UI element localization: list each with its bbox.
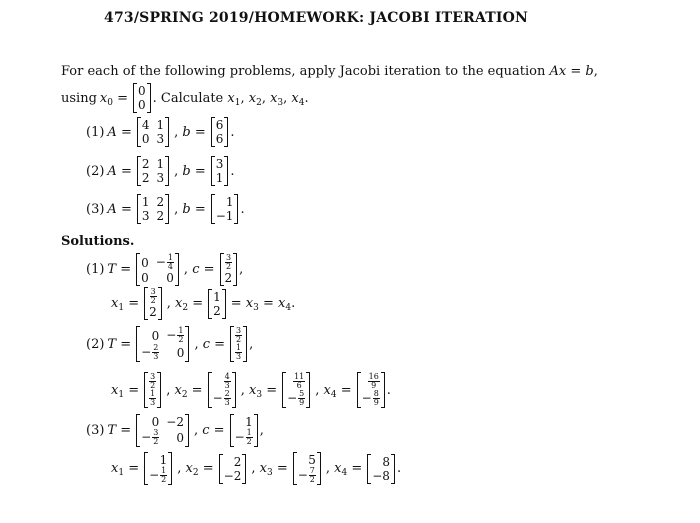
matrix-entry: − $\frac{3}{2}$ [141, 428, 159, 446]
matrix-entry: 1 [213, 289, 221, 304]
solution-3-x2 [219, 454, 247, 484]
x0-vector [133, 83, 151, 113]
matrix-entry: 5 [308, 453, 316, 467]
solution-2-vector-c [230, 326, 247, 362]
matrix-entry: $\frac{11}{6}$ [294, 372, 305, 390]
matrix-entry: 0 [138, 84, 146, 98]
solution-1-x1 [144, 287, 162, 320]
x3-label: , $x_3$ = [240, 382, 278, 400]
problem-2-vector-b [211, 156, 229, 186]
intro-line-2 [61, 83, 309, 113]
matrix-entry: $\frac{16}{9}$ [368, 372, 379, 390]
matrix-entry: 3 [215, 157, 224, 171]
x1-label: $x_1$ = [111, 461, 140, 478]
matrix-entry: 0 [151, 415, 160, 429]
calculate-text: . Calculate $x_1$, $x_2$, $x_3$, $x_4$. [152, 90, 309, 108]
matrix-entry: −2 [223, 468, 242, 483]
solution-2-tc [86, 326, 253, 362]
matrix-entry: $\frac{3}{2}$ [150, 287, 156, 305]
problem-2-matrix-a [137, 156, 169, 186]
matrix-entry: 3 [141, 209, 150, 223]
problem-3-vector-b [211, 194, 239, 224]
period: . [386, 382, 391, 398]
matrix-entry: 2 [149, 305, 157, 319]
solution-2-x2 [208, 372, 236, 408]
solution-2-x4 [357, 372, 385, 408]
b-label: , b = [174, 201, 206, 217]
matrix-entry: 1 [141, 195, 150, 209]
solution-3-label: (3) [86, 423, 105, 438]
period: . [240, 201, 245, 217]
solutions-heading: Solutions. [61, 234, 135, 249]
c-label: , c = [183, 262, 215, 277]
matrix-entry: $\frac{1}{3}$ [236, 343, 242, 361]
solution-3-x1 [144, 452, 172, 485]
page-title: 473/SPRING 2019/HOMEWORK: JACOBI ITERATION [104, 10, 529, 26]
matrix-entry: 2 [141, 171, 150, 185]
solution-2-iterates [108, 372, 391, 408]
period: . [396, 461, 402, 476]
matrix-entry: 0 [138, 98, 146, 112]
matrix-entry: 0 [141, 271, 149, 285]
problem-3 [86, 194, 245, 224]
solution-1-x2 [208, 289, 226, 319]
matrix-entry: − $\frac{1}{2}$ [234, 428, 252, 446]
x0-label: $x_0$ = [99, 90, 129, 108]
x4-label: , $x_4$ = [325, 461, 363, 478]
problem-3-label: (3) [86, 201, 105, 217]
x2-label: , $x_2$ = [166, 382, 203, 400]
matrix-entry: − $\frac{1}{2}$ [149, 466, 167, 484]
matrix-entry: 1 [159, 453, 168, 467]
period: . [230, 163, 235, 179]
matrix-entry: 0 [141, 255, 149, 270]
period: . [230, 124, 235, 140]
solution-3-vector-c [230, 414, 258, 447]
solution-3-x4 [367, 454, 395, 484]
matrix-entry: 2 [156, 195, 165, 209]
a-label: A = [107, 163, 132, 179]
matrix-entry: 2 [224, 271, 233, 285]
c-label: , c = [194, 336, 226, 352]
comma: , [259, 423, 264, 438]
x3-label: , $x_3$ = [251, 461, 288, 478]
a-label: A = [107, 201, 132, 217]
problem-3-matrix-a [137, 194, 169, 224]
comma: , [249, 336, 254, 352]
matrix-entry: − $\frac{1}{2}$ [166, 326, 184, 344]
matrix-entry: 3 [156, 171, 165, 185]
matrix-entry: −2 [166, 415, 184, 429]
solution-1-iterates [108, 287, 298, 320]
matrix-entry: − $\frac{5}{9}$ [287, 389, 305, 407]
x1-label: $x_1$ = [111, 296, 140, 313]
solution-1-label: (1) [86, 262, 105, 277]
matrix-entry: $\frac{1}{3}$ [150, 389, 156, 407]
problem-1-vector-b [211, 117, 229, 147]
matrix-entry: $\frac{3}{2}$ [150, 372, 156, 390]
solution-2-matrix-t [136, 326, 189, 362]
matrix-entry: 6 [215, 132, 224, 146]
matrix-entry: 1 [215, 171, 224, 185]
matrix-entry: − $\frac{8}{9}$ [361, 389, 379, 407]
a-label: A = [107, 124, 132, 140]
solution-3-x3 [293, 452, 321, 485]
matrix-entry: − $\frac{2}{3}$ [141, 343, 159, 361]
matrix-entry: 2 [213, 303, 221, 318]
intro-line-1: For each of the following problems, apply Jacobi iteration to the equation Ax = b, [61, 64, 598, 79]
matrix-entry: 1 [245, 415, 253, 429]
matrix-entry: 0 [141, 132, 150, 146]
solution-2-x1 [144, 372, 161, 408]
matrix-entry: 0 [176, 345, 185, 360]
solution-1-matrix-t [136, 253, 179, 286]
comma: , [239, 262, 244, 277]
x4-label: , $x_4$ = [315, 382, 352, 400]
matrix-entry: $\frac{4}{3}$ [224, 372, 230, 390]
problem-1 [86, 117, 235, 147]
x1-label: $x_1$ = [111, 382, 140, 400]
matrix-entry: 0 [166, 271, 174, 285]
problem-2 [86, 156, 235, 186]
matrix-entry: 0 [151, 328, 160, 343]
t-label: T = [107, 423, 132, 438]
matrix-entry: 2 [233, 454, 242, 469]
matrix-entry: 2 [156, 209, 165, 223]
problem-1-matrix-a [137, 117, 169, 147]
matrix-entry: 0 [176, 430, 184, 445]
solution-1-tail: = $x_3 = x_4$. [230, 296, 296, 313]
t-label: T = [107, 336, 132, 352]
matrix-entry: 1 [156, 157, 165, 171]
matrix-entry: − $\frac{7}{2}$ [297, 466, 315, 484]
matrix-entry: 8 [382, 454, 390, 469]
solution-3-matrix-t [136, 414, 189, 447]
problem-2-label: (2) [86, 163, 105, 179]
matrix-entry: 1 [225, 195, 234, 209]
using-text: using [61, 90, 97, 106]
solution-3-iterates [108, 452, 401, 485]
b-label: , b = [174, 124, 206, 140]
x2-label: , $x_2$ = [177, 461, 214, 478]
matrix-entry: − $\frac{2}{3}$ [212, 389, 230, 407]
solution-1-vector-c [220, 253, 238, 286]
matrix-entry: −8 [372, 468, 390, 483]
solution-1-tc [86, 253, 243, 286]
matrix-entry: − $\frac{1}{4}$ [155, 253, 173, 271]
c-label: , c = [193, 423, 225, 438]
matrix-entry: 3 [156, 132, 165, 146]
matrix-entry: −1 [215, 209, 234, 223]
solution-3-tc [86, 414, 264, 447]
x2-label: , $x_2$ = [166, 296, 204, 313]
matrix-entry: 6 [215, 118, 224, 132]
t-label: T = [107, 262, 132, 277]
solution-2-x3 [282, 372, 310, 408]
matrix-entry: $\frac{3}{2}$ [226, 253, 232, 271]
solution-2-label: (2) [86, 336, 105, 352]
matrix-entry: $\frac{3}{2}$ [236, 326, 242, 344]
b-label: , b = [174, 163, 206, 179]
matrix-entry: 2 [141, 157, 150, 171]
problem-1-label: (1) [86, 124, 105, 140]
matrix-entry: 4 [141, 118, 150, 132]
matrix-entry: 1 [156, 118, 165, 132]
